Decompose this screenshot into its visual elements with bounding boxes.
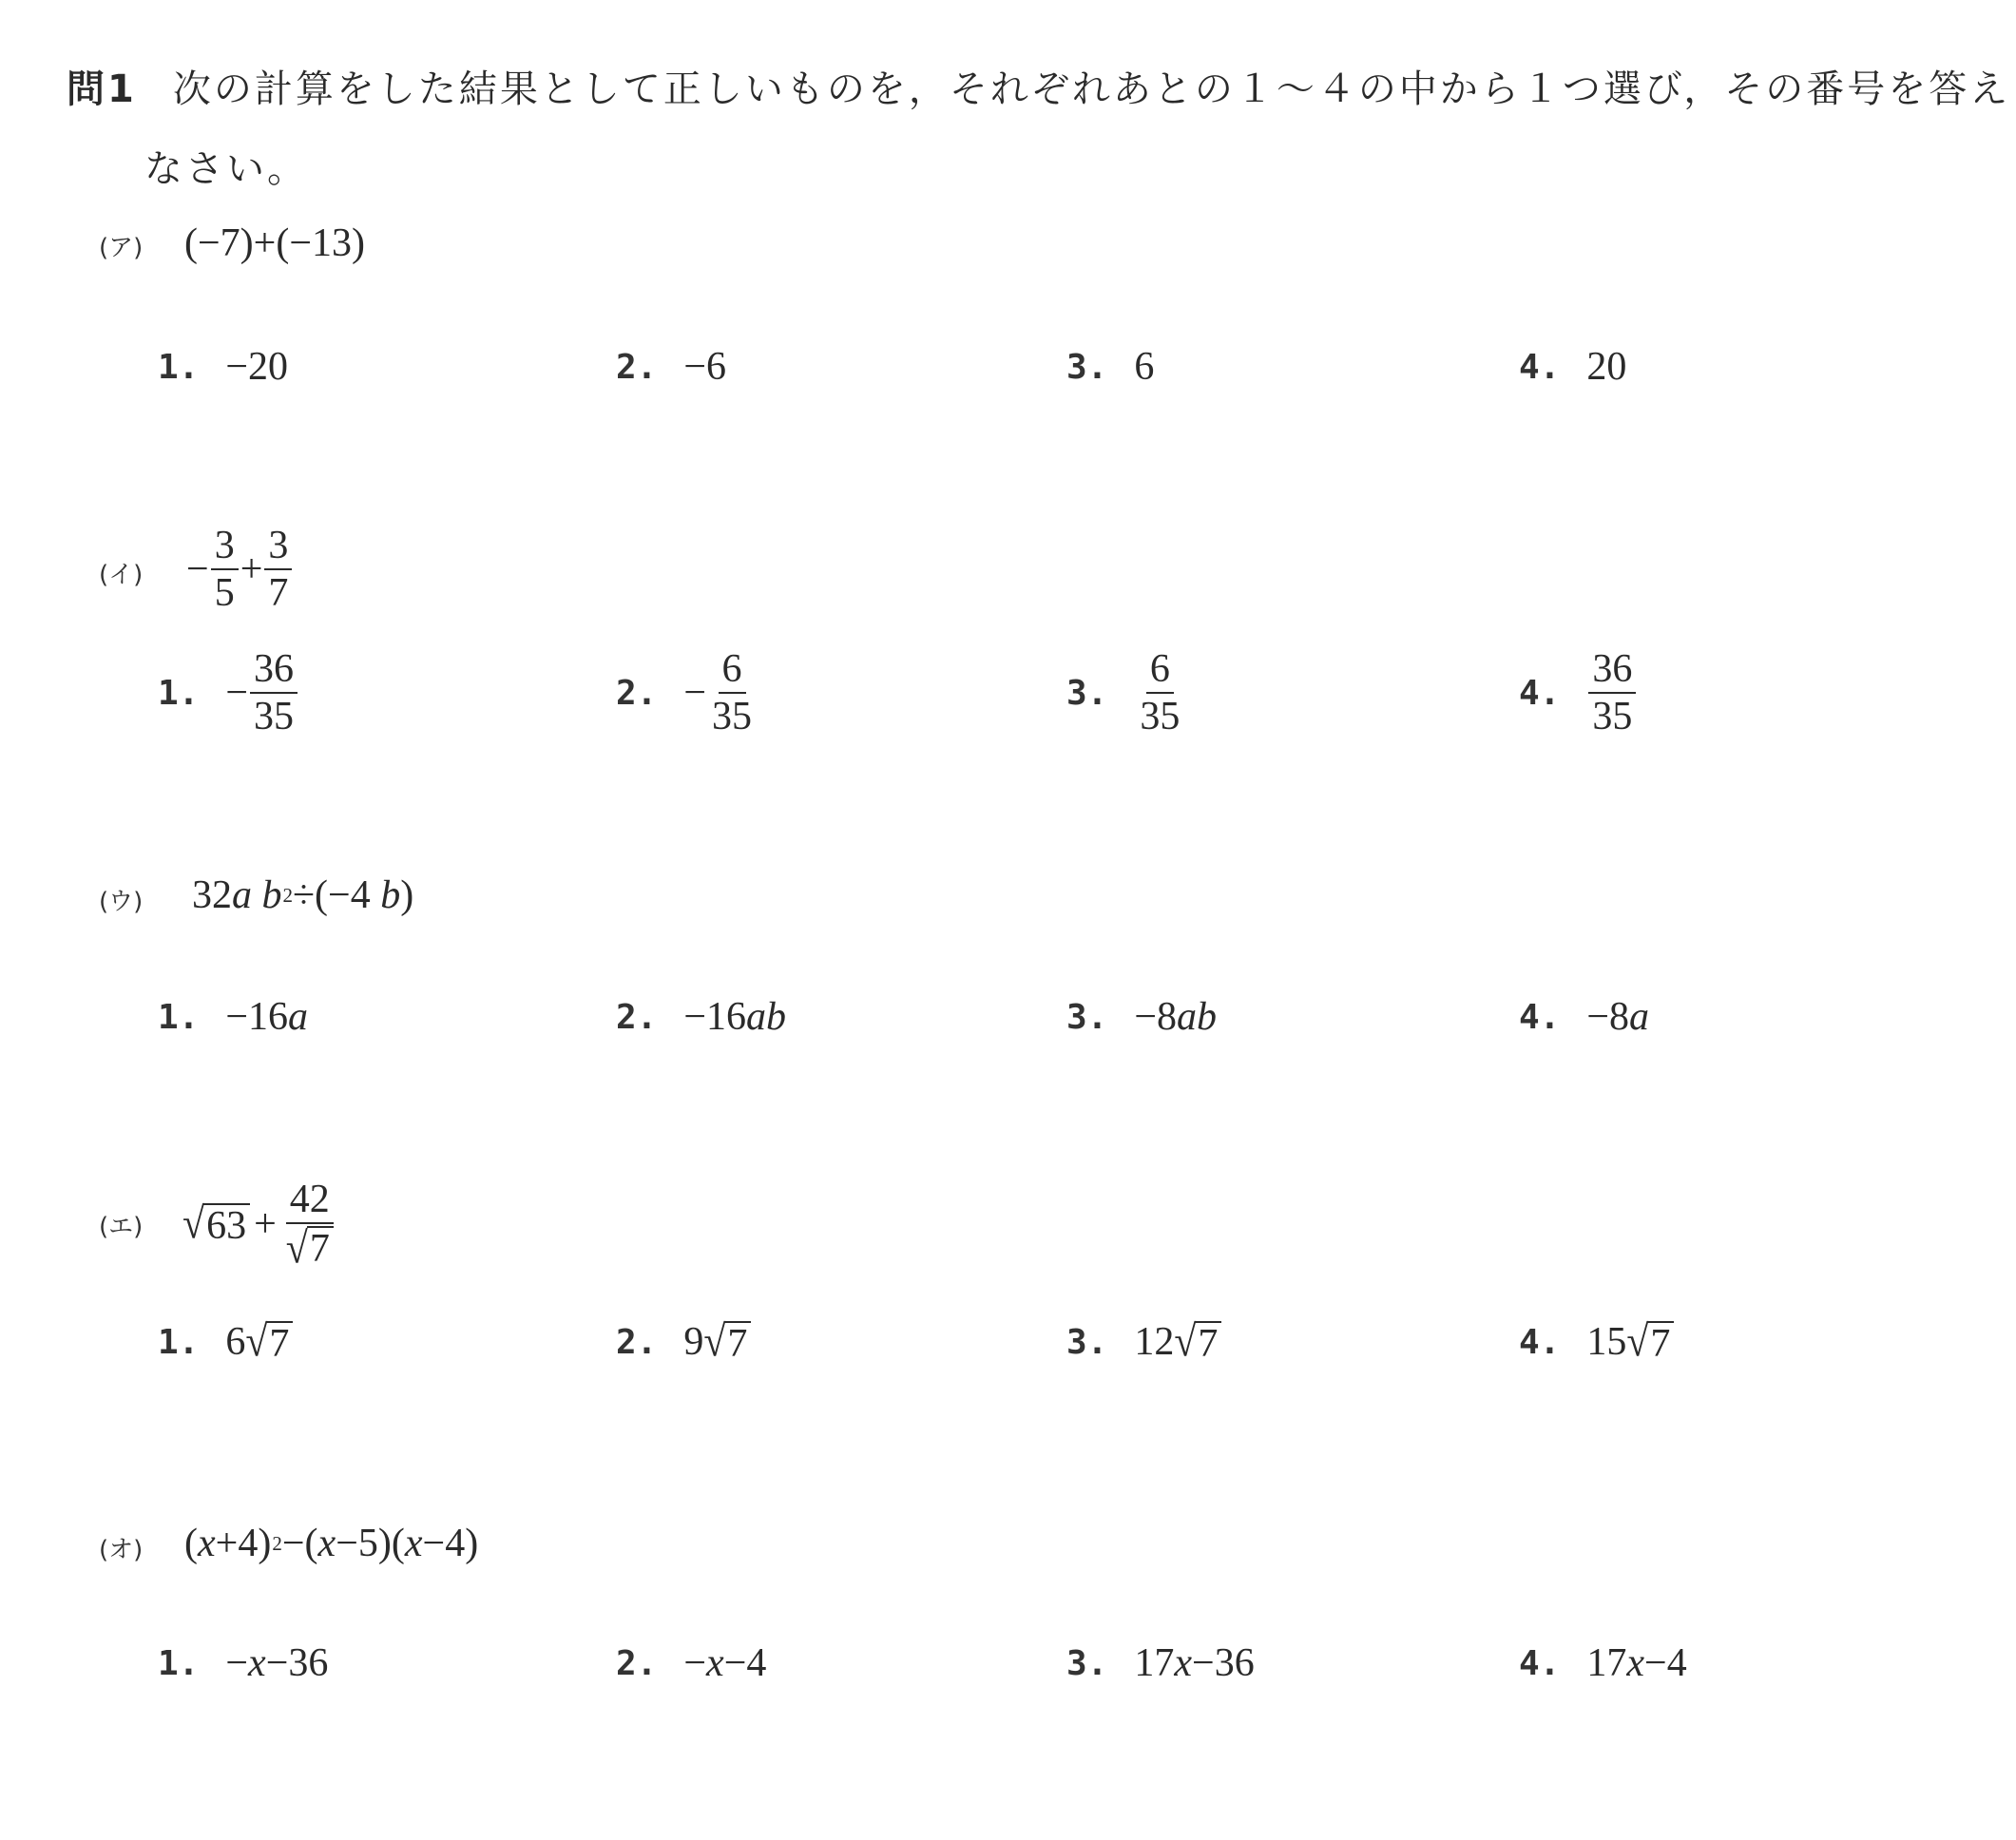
option-e-4[interactable]: 4. 17 x −4 [1519,1641,1687,1685]
option-d-2[interactable]: 2. 9 √ 7 [616,1319,751,1365]
fraction: 42 √ 7 [282,1179,337,1270]
question-instruction: 次の計算をした結果として正しいものを，それぞれあとの１～４の中から１つ選び，その番号を答え [172,67,2011,111]
square-root: √ 7 [1174,1319,1221,1365]
problem-label-b: (イ) [99,561,144,589]
square-root: √ 7 [1626,1319,1674,1365]
option-c-1[interactable]: 1. −16 a [158,995,309,1039]
problem-expression-c: 32 a b 2 ÷(−4 b ) [192,873,414,917]
option-value: −6 [683,345,727,389]
option-b-3[interactable]: 3. $\frac{6}{35}$ [1066,648,1185,738]
fraction: $\frac{36}{35}$ [1588,648,1636,738]
fraction: $\frac{3}{5}$ [211,525,239,614]
square-root: √ 7 [245,1319,293,1365]
option-value: 20 [1586,345,1627,389]
problem-expression-d: √ 63 + 42 √ 7 [182,1179,339,1270]
question-instruction-continued: なさい。 [144,147,308,191]
question-header [67,59,2010,113]
option-d-3[interactable]: 3. 12 √ 7 [1066,1319,1221,1365]
problem-label-c: (ウ) [99,888,144,916]
option-value: −20 [225,345,289,389]
option-b-4[interactable]: 4. $\frac{36}{35}$ [1519,648,1638,738]
option-d-4[interactable]: 4. 15 √ 7 [1519,1319,1674,1365]
option-a-2[interactable]: 2. −6 [616,345,727,389]
option-e-1[interactable]: 1. − x −36 [158,1641,329,1685]
problem-expression-b: − $\frac{3}{5}$ + $\frac{3}{7}$ [186,525,294,614]
option-e-2[interactable]: 2. − x −4 [616,1641,767,1685]
option-e-3[interactable]: 3. 17 x −36 [1066,1641,1255,1685]
square-root: √ 63 [182,1201,250,1247]
problem-label-a: (ア) [99,234,144,262]
problem-expression-a: (−7)+(−13) [184,221,366,265]
option-d-1[interactable]: 1. 6 √ 7 [158,1319,293,1365]
question-number: 問1 [67,67,137,111]
option-c-3[interactable]: 3. −8 ab [1066,995,1218,1039]
option-c-4[interactable]: 4. −8 a [1519,995,1650,1039]
option-c-2[interactable]: 2. −16 ab [616,995,787,1039]
fraction: $\frac{3}{7}$ [264,525,292,614]
fraction: $\frac{6}{35}$ [712,647,753,739]
square-root: √ 7 [703,1319,751,1365]
problem-label-d: (エ) [99,1213,144,1241]
fraction: $\frac{6}{35}$ [1140,647,1181,739]
option-b-2[interactable]: 2. − $\frac{6}{35}$ [616,648,758,738]
option-a-3[interactable]: 3. 6 [1066,345,1155,389]
problem-expression-e: ( x +4) 2 −( x −5)( x −4) [184,1522,479,1565]
option-b-1[interactable]: 1. − $\frac{36}{35}$ [158,648,299,738]
option-a-1[interactable]: 1. −20 [158,345,289,389]
fraction: $\frac{36}{35}$ [250,648,298,738]
problem-label-e: (オ) [99,1536,144,1564]
option-value: 6 [1134,345,1155,389]
option-a-4[interactable]: 4. 20 [1519,345,1627,389]
